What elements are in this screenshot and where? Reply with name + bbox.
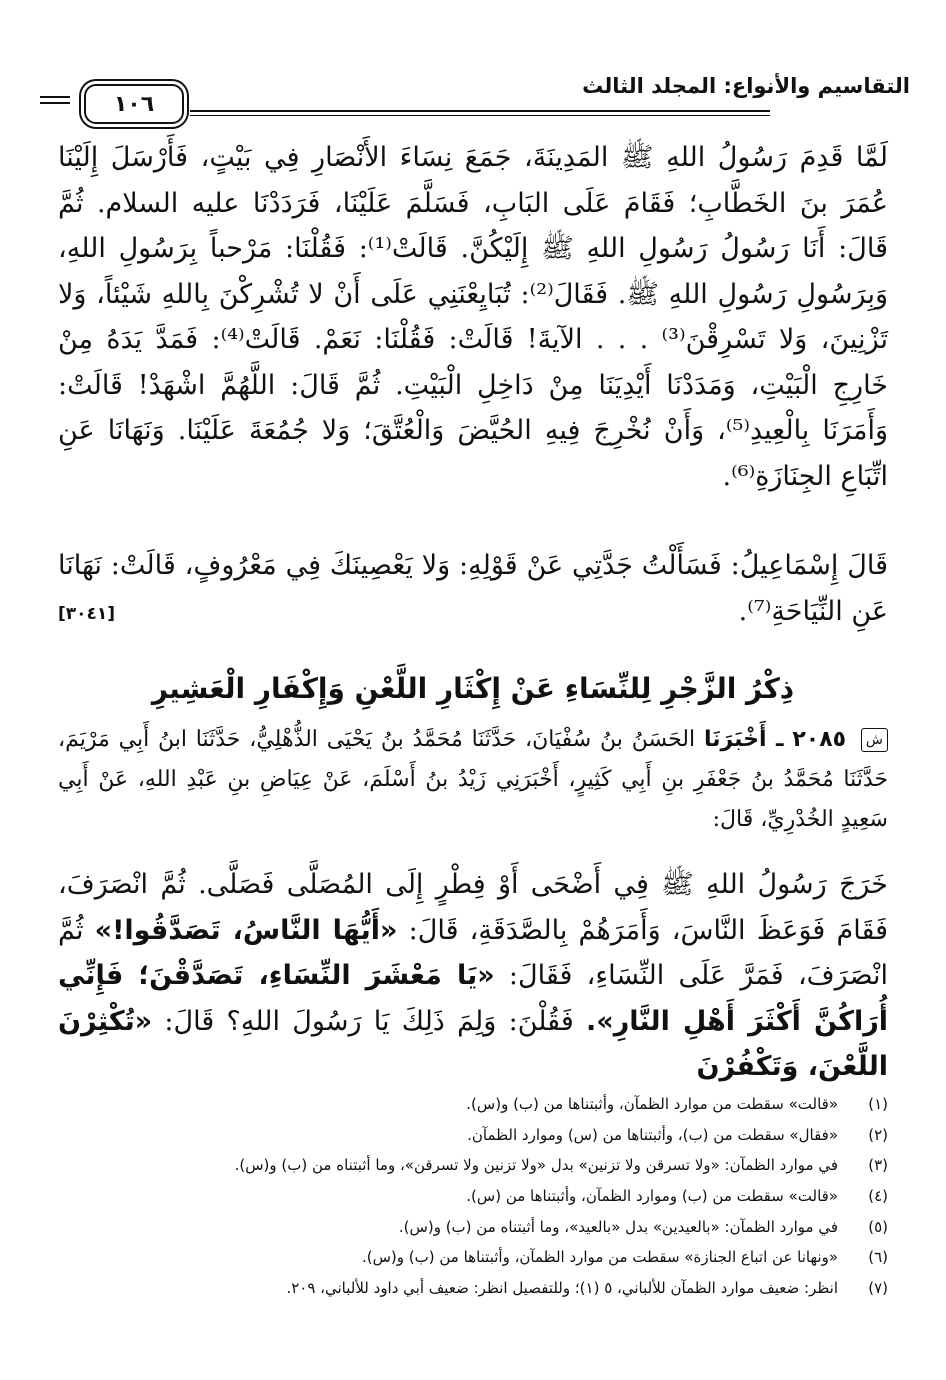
hadith-reference: [٣٠٤١] (58, 604, 116, 624)
second-paragraph (58, 543, 888, 634)
header-rule-thin (190, 115, 770, 116)
header-rule (190, 110, 770, 112)
isnad-chain: الحَسَنُ بنُ سُفْيَانَ، حَدَّثَنَا مُحَمَّدُ بنُ يَحْيَى الذُّهْلِيُّ، حَدَّثَنَا ابنُ أَبِي مَرْيَمَ، حَدَّثَنَا مُحَمَّدُ بنُ جَعْفَرِ بنِ أَبِي كَثِيرٍ، أَخْبَرَنِي زَيْدُ بنُ أَسْلَمَ، عَنْ عِيَاضِ بنِ عَبْدِ اللهِ، عَنْ أَبِي سَعِيدٍ الخُدْرِيِّ، قَالَ: (58, 727, 888, 832)
hadith-matn (58, 862, 888, 1090)
hadith-number: ٢٠٨٥ (792, 727, 847, 752)
hadith-lead: أَخْبَرَنَا (703, 727, 767, 752)
running-header (40, 72, 910, 122)
header-ornament (40, 96, 70, 108)
chapter-title: ذِكْرُ الزَّجْرِ لِلنِّسَاءِ عَنْ إِكْثَارِ اللَّعْنِ وَإِكْفَارِ الْعَشِيرِ (151, 672, 795, 705)
footnote: (٢) «فقال» سقطت من (ب)، وأثبتناها من (س) وموارد الظمآن. (467, 1125, 888, 1144)
page-number: ١٠٦ (84, 84, 184, 124)
paragraph-text: لَمَّا قَدِمَ رَسُولُ اللهِ ﷺ المَدِينَةَ، جَمَعَ نِسَاءَ الأَنْصَارِ فِي بَيْتٍ، فَأَرْسَلَ إِلَيْنَا عُمَرَ بنَ الخَطَّابِ؛ فَقَامَ عَلَى البَابِ، فَسَلَّمَ عَلَيْنَا، فَرَدَدْنَا عليه السلام. ثُمَّ قَالَ: أَنَا رَسُولُ رَسُولِ اللهِ ﷺ إِلَيْكُنَّ. قَالَتْ⁽¹⁾: فَقُلْنَا: مَرْحباً بِرَسُولِ اللهِ، وَبِرَسُولِ رَسُولِ اللهِ ﷺ. فَقَالَ⁽²⁾: تُبَايِعْنَنِي عَلَى أَنْ لا تُشْرِكْنَ بِاللهِ شَيْئاً، وَلا تَزْنِينَ، وَلا تَسْرِقْنَ⁽³⁾ . . . الآيةَ! قَالَتْ: فَقُلْنَا: نَعَمْ. قَالَتْ⁽⁴⁾: فَمَدَّ يَدَهُ مِنْ خَارِجِ الْبَيْتِ، وَمَدَدْنَا أَيْدِيَنَا مِنْ دَاخِلِ الْبَيْتِ. ثُمَّ قَالَ: اللَّهُمَّ اشْهَدْ! قَالَتْ: وَأَمَرَنَا بِالْعِيدِ⁽⁵⁾، وَأَنْ نُخْرِجَ فِيهِ الحُيَّضَ وَالْعُتَّقَ؛ وَلا جُمُعَةَ عَلَيْنَا. وَنَهَانَا عَنِ اتِّبَاعِ الجِنَازَةِ⁽⁶⁾. (58, 142, 889, 492)
footnote: (٤) «قالت» سقطت من (ب) وموارد الظمآن، وأثبتناها من (س). (466, 1187, 888, 1206)
matn-part: خَرَجَ رَسُولُ اللهِ ﷺ فِي أَضْحَى أَوْ فِطْرٍ إِلَى المُصَلَّى فَصَلَّى. ثُمَّ انْصَرَفَ، فَقَامَ فَوَعَظَ النَّاسَ، وَأَمَرَهُمْ بِالصَّدَقَةِ، قَالَ: (58, 869, 889, 946)
footnotes (58, 1089, 888, 1304)
prophet-speech: «يَا مَعْشَرَ النِّسَاءِ، تَصَدَّقْنَ؛ فَإِنِّي أُرَاكُنَّ أَكْثَرَ أَهْلِ النَّارِ». (58, 960, 888, 1037)
footnote: (٧) انظر: ضعيف موارد الظمآن للألباني، ٥ (١)؛ وللتفصيل انظر: ضعيف أبي داود للألباني، ٢٠٩. (286, 1279, 888, 1298)
footnote: (١) «قالت» سقطت من موارد الظمآن، وأثبتناها من (ب) و(س). (466, 1095, 888, 1113)
hadith-marker: ش (861, 728, 888, 752)
paragraph-text: قَالَ إِسْمَاعِيلُ: فَسَأَلْتُ جَدَّتِي عَنْ قَوْلِهِ: وَلا يَعْصِينَكَ فِي مَعْرُوفٍ، قَالَتْ: نَهَانَا عَنِ النِّيَاحَةِ⁽⁷⁾. (58, 550, 888, 627)
footnote: (٥) في موارد الظمآن: «بالعيدين» بدل «بالعيد»، وما أثبتناه من (ب) و(س). (398, 1217, 888, 1236)
matn-part: ثُمَّ انْصَرَفَ، فَمَرَّ عَلَى النِّسَاءِ، فَقَالَ: (58, 914, 888, 991)
main-paragraph (58, 135, 888, 499)
footnote: (٣) في موارد الظمآن: «ولا تسرقن ولا تزنين» بدل «ولا تزنين ولا تسرقن»، وما أثبتناه من (ب) و(س). (234, 1156, 888, 1175)
isnad-text: ش ٢٠٨٥ ـ أَخْبَرَنَا الحَسَنُ بنُ سُفْيَانَ، حَدَّثَنَا مُحَمَّدُ بنُ يَحْيَى الذُّهْلِيُّ، حَدَّثَنَا ابنُ أَبِي مَرْيَمَ، حَدَّثَنَا مُحَمَّدُ بنُ جَعْفَرِ بنِ أَبِي كَثِيرٍ، أَخْبَرَنِي زَيْدُ بنُ أَسْلَمَ، عَنْ عِيَاضِ بنِ عَبْدِ اللهِ، عَنْ أَبِي سَعِيدٍ الخُدْرِيِّ، قَالَ: (58, 727, 888, 832)
hadith-isnad (58, 720, 888, 840)
header-title: التقاسيم والأنواع: المجلد الثالث (582, 74, 910, 98)
prophet-speech: «أَيُّهَا النَّاسُ، تَصَدَّقُوا!» (94, 914, 398, 946)
prophet-speech: «تُكْثِرْنَ اللَّعْنَ، وَتَكْفُرْنَ (58, 1005, 888, 1082)
matn-part: فَقُلْنَ: وَلِمَ ذَلِكَ يَا رَسُولَ اللهِ؟ قَالَ: (152, 1005, 587, 1037)
footnote: (٦) «ونهانا عن اتباع الجنازة» سقطت من موارد الظمآن، وأثبتناها من (ب) و(س). (361, 1248, 888, 1267)
matn-text (58, 862, 888, 1090)
